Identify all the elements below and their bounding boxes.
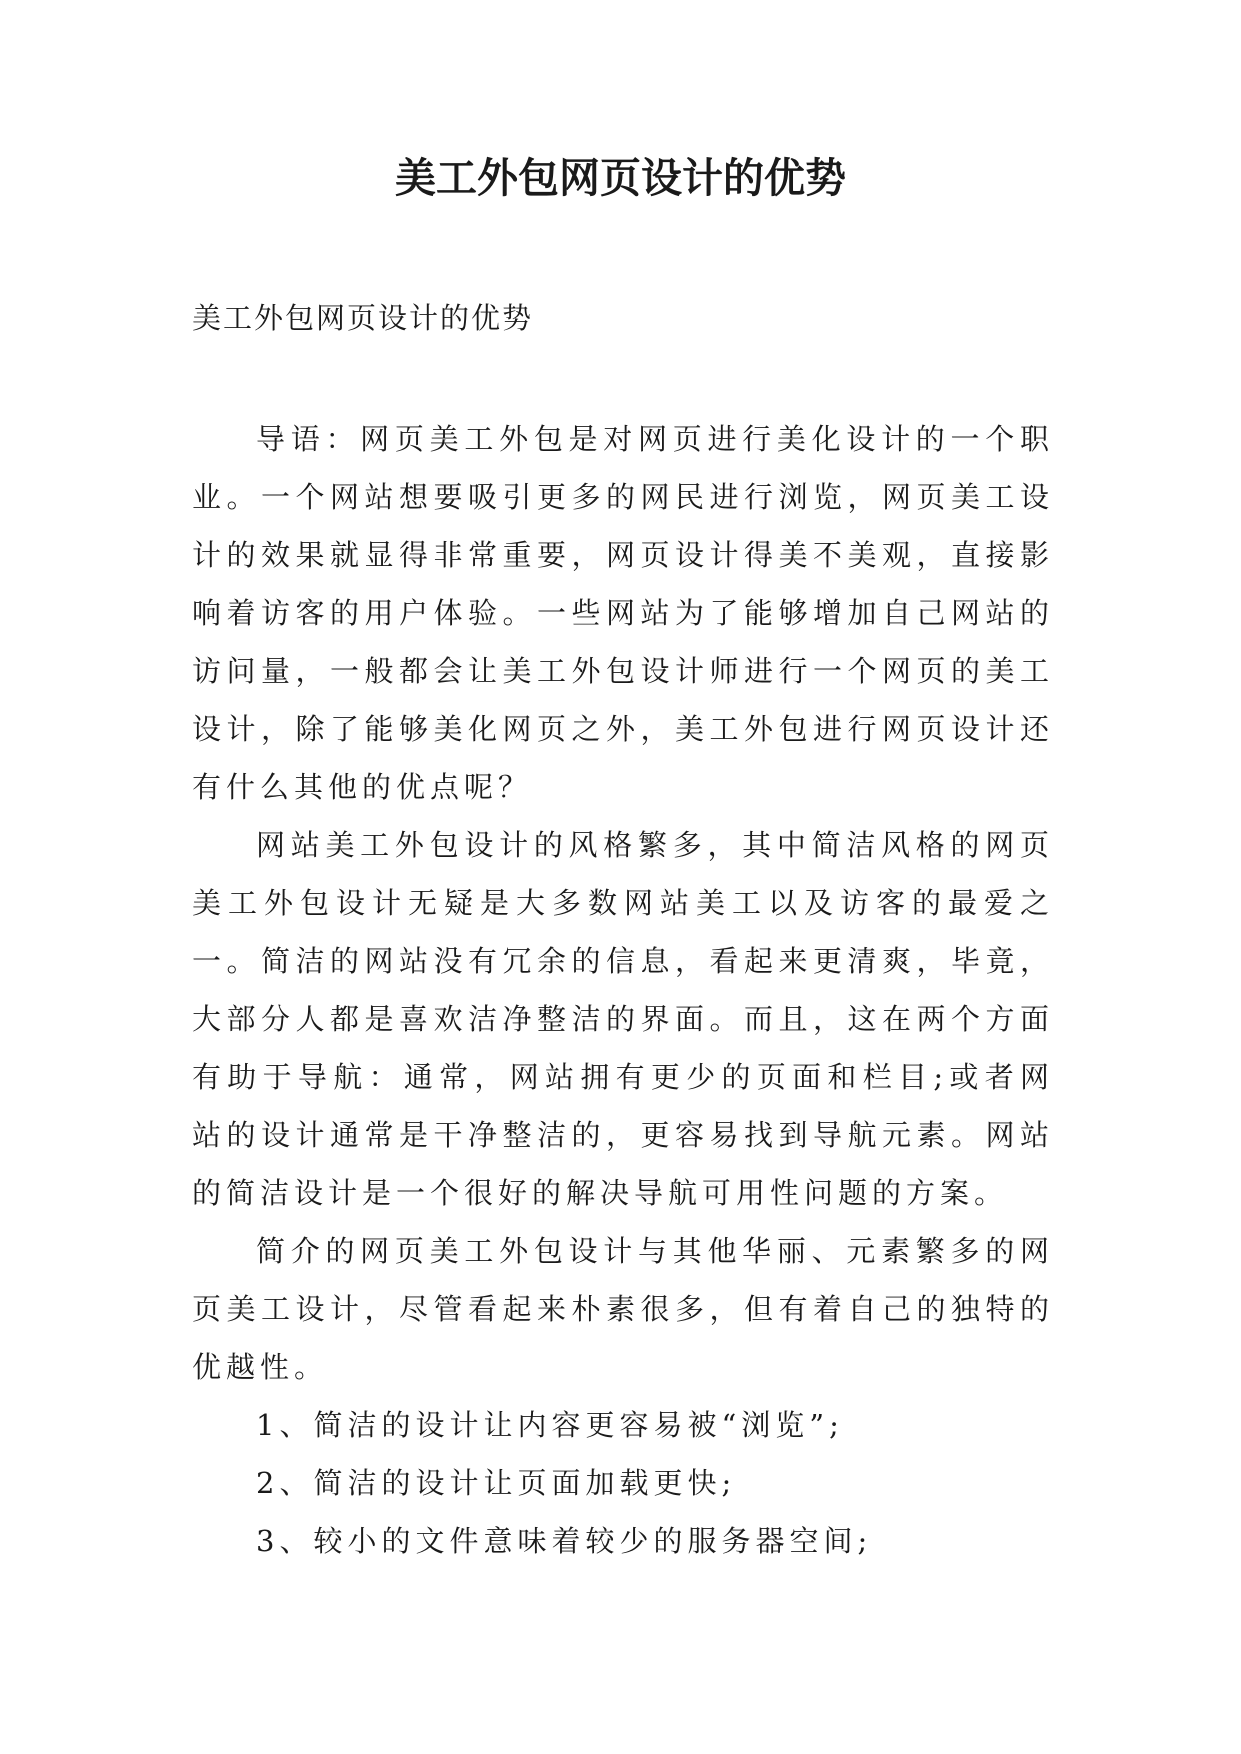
document-subtitle: 美工外包网页设计的优势 [192, 301, 534, 335]
list-item: 1、简洁的设计让内容更容易被“浏览”; [256, 1408, 844, 1442]
document-body [192, 410, 1054, 1570]
paragraph-intro: 导语：网页美工外包是对网页进行美化设计的一个职业。一个网站想要吸引更多的网民进行浏览，网页美工设计的效果就显得非常重要，网页设计得美不美观，直接影响着访客的用户体验。一些网站为了能够增加自己网站的访问量，一般都会让美工外包设计师进行一个网页的美工设计，除了能够美化网页之外，美工外包进行网页设计还有什么其他的优点呢？ [192, 422, 1054, 804]
list-item: 3、较小的文件意味着较少的服务器空间; [256, 1524, 873, 1558]
paragraph-style: 网站美工外包设计的风格繁多，其中简洁风格的网页美工外包设计无疑是大多数网站美工以及访客的最爱之一。简洁的网站没有冗余的信息，看起来更清爽，毕竟，大部分人都是喜欢洁净整洁的界面。而且，这在两个方面有助于导航：通常，网站拥有更少的页面和栏目;或者网站的设计通常是干净整洁的，更容易找到导航元素。网站的简洁设计是一个很好的解决导航可用性问题的方案。 [192, 828, 1054, 1210]
list-item: 2、简洁的设计让页面加载更快; [256, 1466, 737, 1500]
document-title: 美工外包网页设计的优势 [395, 154, 846, 202]
paragraph-advantages: 简介的网页美工外包设计与其他华丽、元素繁多的网页美工设计，尽管看起来朴素很多，但有着自己的独特的优越性。 [192, 1234, 1054, 1384]
